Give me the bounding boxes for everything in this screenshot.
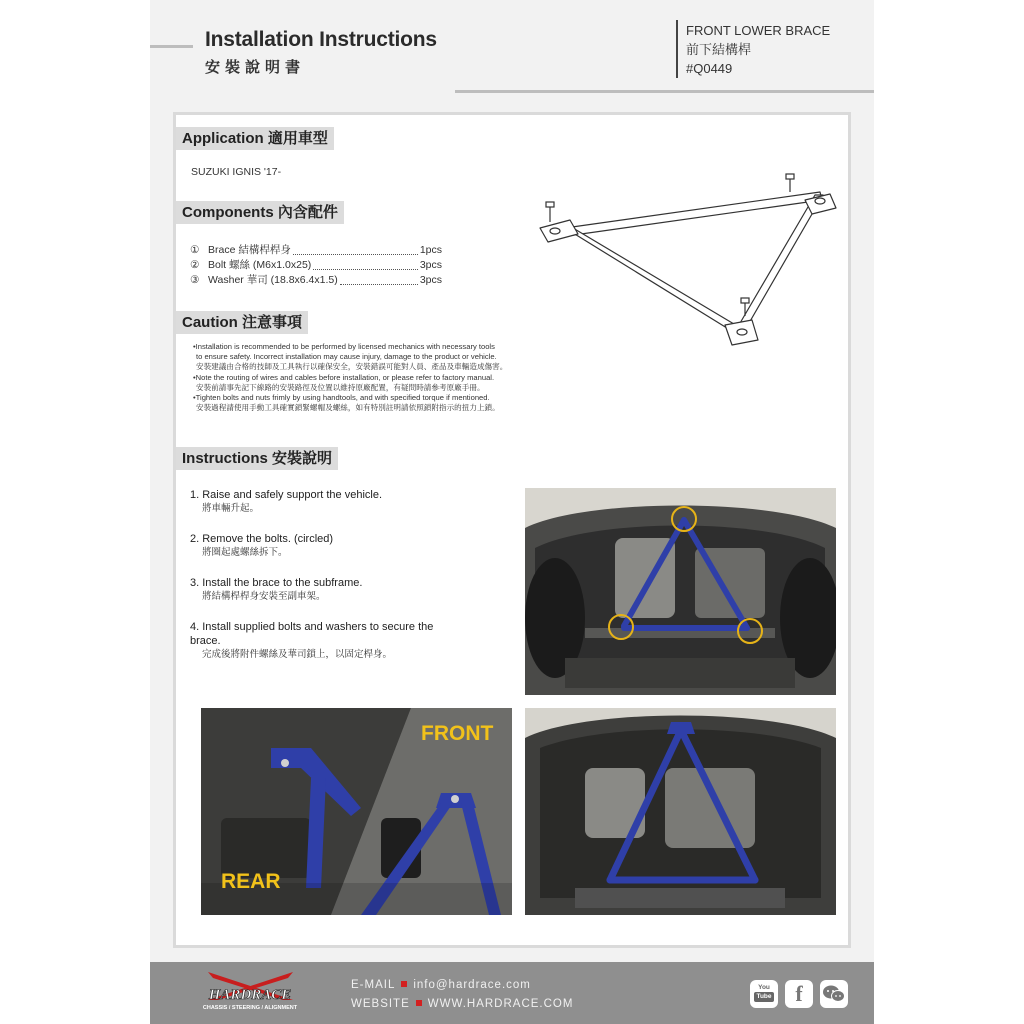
brace-diagram	[530, 170, 850, 360]
component-item: ③ Washer 華司 (18.8x6.4x1.5) 3pcs	[190, 274, 442, 286]
instruction-step: 3. Install the brace to the subframe. 將結構桿桿身安裝至副車架。	[190, 577, 363, 602]
website-line: WEBSITE WWW.HARDRACE.COM	[351, 998, 574, 1010]
product-name: FRONT LOWER BRACE	[686, 23, 831, 38]
photo-installed-brace	[525, 708, 836, 915]
header-divider	[676, 20, 678, 78]
caution-heading: Caution 注意事項	[176, 311, 308, 334]
vehicle-model: SUZUKI IGNIS '17-	[191, 166, 282, 178]
instruction-steps	[190, 488, 460, 678]
instruction-step: 1. Raise and safely support the vehicle. 將車輛升起。	[190, 489, 383, 514]
contact-info	[351, 976, 573, 1014]
document-title-zh: 安裝說明書	[205, 58, 306, 76]
instructions-heading: Instructions 安裝說明	[176, 447, 338, 470]
wechat-icon[interactable]	[820, 980, 848, 1008]
hardrace-logo	[183, 970, 318, 1012]
component-item: ① Brace 結構桿桿身 1pcs	[190, 244, 442, 256]
email-line: E-MAIL info@hardrace.com	[351, 979, 531, 991]
instruction-step: 2. Remove the bolts. (circled) 將圈起處螺絲拆下。	[190, 533, 334, 558]
photo-bolt-locations	[525, 488, 836, 695]
front-label: FRONT	[421, 722, 494, 745]
instruction-step: 4. Install supplied bolts and washers to secure the brace. 完成後將附件螺絲及華司鎖上，以固定桿身。	[190, 621, 434, 660]
youtube-icon[interactable]: You Tube	[750, 980, 778, 1008]
photo-front-rear-closeup	[201, 708, 512, 915]
header-rule-left	[150, 45, 193, 48]
component-item: ② Bolt 螺絲 (M6x1.0x25) 3pcs	[190, 259, 442, 271]
document-title: Installation Instructions	[205, 28, 437, 51]
email-link[interactable]: info@hardrace.com	[413, 979, 531, 991]
product-info	[686, 21, 830, 78]
product-name-zh: 前下結構桿	[686, 42, 752, 57]
product-code: #Q0449	[686, 61, 733, 76]
caution-text: •Installation is recommended to be performed by licensed mechanics with necessary tools to ensure safety. Incorrect installation may cause injury, damage to the product or vehicle. 安裝建議由合格的技師及工具執行以確保安全，安裝錯誤可能對人員、產品及車輛造成傷害。 •Note the routing of wires and cables before installation, or please refer to factory manual. 安裝前請事先記下線路的安裝路徑及位置以維持原廠配置，有疑問時請參考原廠手冊。 •Tighten bolts and nuts frimly by using handtools, and with specified torque if mentioned. 安裝過程請使用手動工具確實鎖緊螺帽及螺絲，如有特別註明請依照鎖附指示的扭力上鎖。	[193, 342, 508, 413]
components-heading: Components 內含配件	[176, 201, 344, 224]
rear-label: REAR	[221, 870, 281, 893]
website-link[interactable]: WWW.HARDRACE.COM	[427, 998, 574, 1010]
facebook-icon[interactable]: f	[785, 980, 813, 1008]
svg-text:HARDRACE: HARDRACE	[208, 987, 292, 1003]
svg-text:CHASSIS / STEERING / ALIGNMENT: CHASSIS / STEERING / ALIGNMENT	[202, 1005, 298, 1011]
header-rule-right	[455, 90, 874, 93]
components-list	[190, 243, 442, 288]
application-heading: Application 適用車型	[176, 127, 334, 150]
